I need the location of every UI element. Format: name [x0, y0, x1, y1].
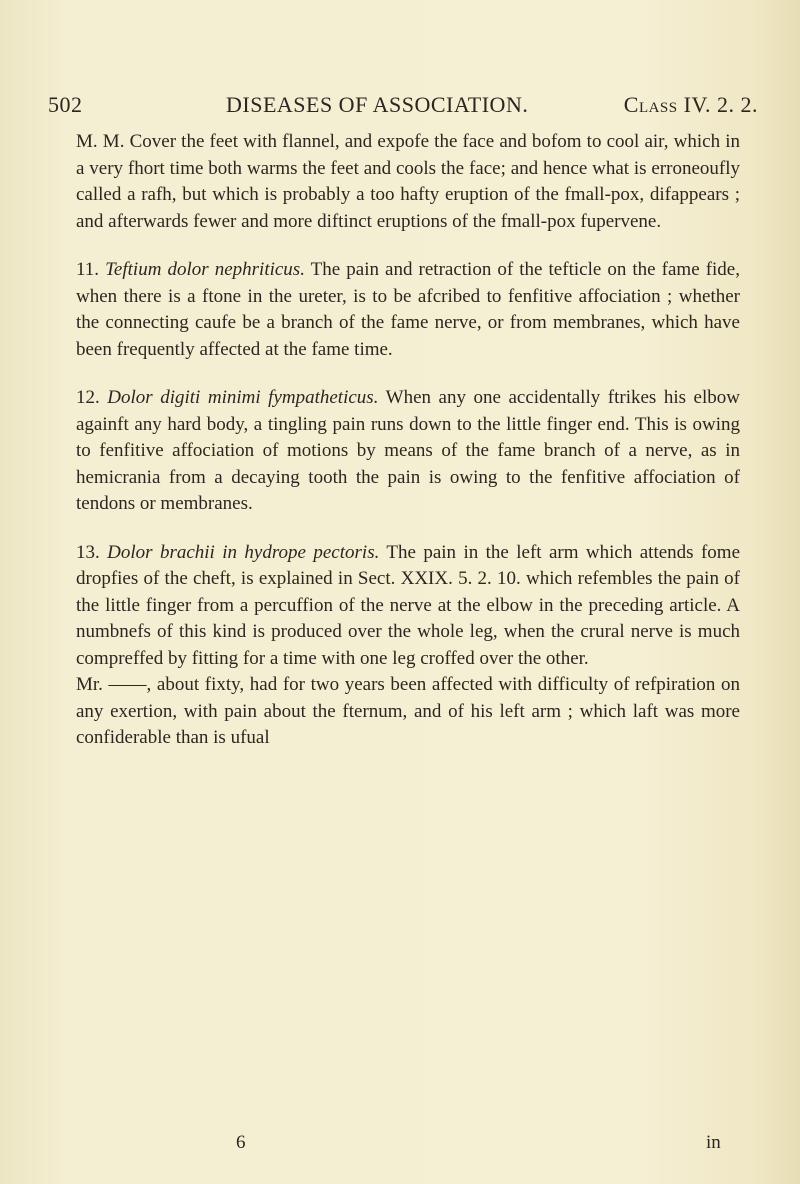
- paragraph-number: 11.: [76, 259, 100, 280]
- paragraph-11: [76, 257, 740, 363]
- paragraph-mm: [76, 129, 740, 235]
- paragraph-heading: Dolor brachii in hydrope pectoris.: [107, 541, 380, 563]
- running-header: [48, 92, 758, 122]
- paragraph-text: M. M. Cover the feet with flannel, and expofe the face and bofom to cool air, which in a very fhort time both warms the feet and cools the face; and hence what is erroneoufly called a rafh, but which is probably a too hafty eruption of the fmall-pox, difappears ; and afterwards fewer and more diftinct eruptions of the fmall-pox fupervene.: [76, 131, 740, 232]
- paragraph-text: Mr. ——, about fixty, had for two years been affected with difficulty of refpiration on any exertion, with pain about the fternum, and of his left arm ; which laft was more confiderable than is ufual: [76, 674, 740, 748]
- signature-mark: 6: [236, 1132, 246, 1153]
- catchword: in: [706, 1132, 721, 1153]
- paragraph-heading: Teftium dolor nephriticus.: [105, 259, 305, 280]
- paragraph-text: The pain and retraction of the tefticle on the fame fide, when there is a ftone in the ureter, is to be afcribed to fenfitive affociation ; whether the connecting caufe be a branch of the fame nerve, or from membranes, which have been frequently affected at the fame time.: [76, 259, 740, 360]
- paragraph-text: When any one accidentally ftrikes his elbow againft any hard body, a tingling pain runs down to the little finger end. This is owing to fenfitive affociation of motions by means of the fame branch of a nerve, as in hemicrania from a decaying tooth the pain is owing to the fenfitive affociation of tendons or membranes.: [76, 387, 740, 514]
- paragraph-mr: [76, 672, 740, 752]
- paragraph-number: 13.: [76, 541, 100, 563]
- paragraph-13: [76, 540, 740, 673]
- page-number: 502: [48, 92, 83, 117]
- running-title: DISEASES OF ASSOCIATION.: [226, 92, 529, 117]
- paragraph-12: [76, 385, 740, 518]
- paragraph-text: The pain in the left arm which attends fome dropfies of the cheft, is explained in Sect. XXIX. 5. 2. 10. which refembles the pain of the little finger from a percuffion of the nerve at the elbow in the preceding article. A numbnefs of this kind is produced over the whole leg, when the crural nerve is much compreffed by fitting for a time with one leg croffed over the other.: [76, 541, 741, 669]
- body-text: [76, 129, 740, 752]
- paragraph-number: 12.: [76, 387, 100, 408]
- paragraph-heading: Dolor digiti minimi fympatheticus.: [107, 387, 379, 408]
- class-label: Class IV. 2. 2.: [623, 92, 758, 117]
